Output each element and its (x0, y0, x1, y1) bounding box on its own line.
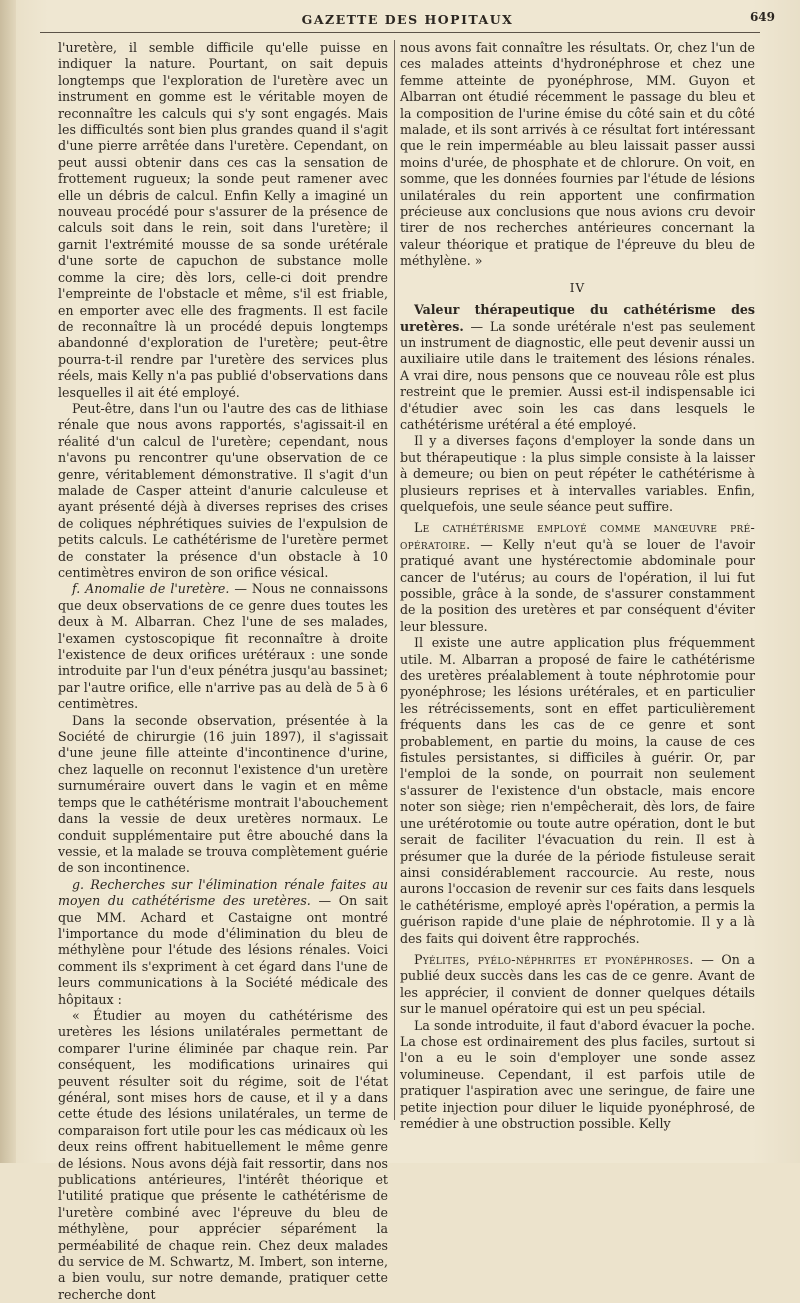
page-number: 649 (749, 10, 775, 24)
paragraph: La sonde introduite, il faut d'abord évacuer la poche. La chose est ordinairement des plus faciles, surtout si l'on a eu le soin d'employer une sonde assez volumineuse. Cependant, il est parfois utile de pratiquer l'aspiration avec une seringue, de faire une petite injection pour diluer le liquide pyonéphrosé, de remédier à une obstruction possible. Kelly (400, 1017, 755, 1131)
page-header (40, 8, 775, 30)
paragraph-pyelites (400, 952, 755, 1018)
subsection-label: Le cathétérisme employé comme manœuvre pré-opératoire. (400, 520, 755, 552)
paragraph-text: — Nous ne connaissons que deux observations de ce genre dues toutes les deux à M. Albarran. Chez l'une de ses malades, l'examen cystoscopique fit reconnaître à droite l'existence de deux orifices urétéraux : une sonde introduite par l'un d'eux pénétra jusqu'au bassinet; par l'autre orifice, elle n'arrive pas au delà de 5 à 6 centimètres. (58, 581, 388, 712)
subsection-label: g. Recherches sur l'élimination rénale faites au moyen du cathétérisme des uretères. (58, 876, 388, 909)
section-number: IV (569, 280, 586, 295)
paragraph-anomalie (58, 581, 388, 712)
paragraph-preop (400, 520, 755, 635)
paragraph: Peut-être, dans l'un ou l'autre des cas de lithiase rénale que nous avons rapportés, s'agissait-il en réalité d'un calcul de l'uretère; cependant, nous n'avons pu rencontrer qu'une observation de ce genre, véritablement démonstrative. Il s'agit d'un malade de Casper atteint d'anurie calculeuse et ayant présenté déjà à diverses reprises des crises de coliques néphrétiques suivies de l'expulsion de petits calculs. Le cathétérisme de l'uretère permet de constater la présence d'un obstacle à 10 centimètres environ de son orifice vésical. (58, 400, 388, 580)
section-paragraph (400, 302, 755, 433)
journal-title: GAZETTE DES HOPITAUX (301, 12, 514, 27)
paragraph: Il existe une autre application plus fréquemment utile. M. Albarran a proposé de faire le cathétérisme des uretères préalablement à toute néphrotomie pour pyonéphrose; les lésions urétérales, et en particulier les rétrécissements, sont en effet particulièrement fréquents dans les cas de ce genre et sont probablement, en partie du moins, la cause de ces fistules persistantes, si difficiles à guérir. Or, par l'emploi de la sonde, on pourrait non seulement s'assurer de l'existence d'un obstacle, mais encore noter son siège; rien n'empêcherait, dès lors, de faire une urétérotomie ou toute autre opération, dont le but serait de faciliter l'évacuation du rein. Il est à présumer que la durée de la période fistuleuse serait ainsi considérablement raccourcie. Au reste, nous aurons l'occasion de revenir sur ces faits dans lesquels le cathétérisme, employé après l'opération, a permis la guérison rapide d'une plaie de néphrotomie. Il y a là des faits qui doivent être rapprochés. (400, 635, 755, 946)
header-rule (40, 32, 760, 33)
paragraph-text: — Kelly n'eut qu'à se louer de l'avoir pratiqué avant une hystérectomie abdominale pour cancer de l'utérus; au cours de l'opération, il lui fut possible, grâce à la sonde, de s'assurer constamment de la position des uretères et par conséquent d'éviter leur blessure. (400, 536, 755, 634)
quotation: « Étudier au moyen du cathétérisme des uretères les lésions unilatérales permettant de comparer l'urine éliminée par chaque rein. Par conséquent, les modifications urinaires qui peuvent résulter soit du régime, soit de l'état général, sont mises hors de cause, et il y a dans cette étude des lésions unilatérales, un terme de comparaison fort utile pour les cas médicaux où les deux reins offrent habituellement le même genre de lésions. Nous avons déjà fait ressortir, dans nos publications antérieures, l'intérêt théorique et l'utilité pratique que présente le cathétérisme de l'uretère combiné avec l'épreuve du bleu de méthylène, pour apprécier séparément la perméabilité de chaque rein. Chez deux malades du service de M. Schwartz, M. Imbert, son interne, a bien voulu, sur notre demande, pratiquer cette recherche dont (58, 1007, 388, 1302)
left-column (58, 40, 388, 1303)
section-title: Valeur thérapeutique du cathétérisme des uretères. (400, 302, 755, 334)
subsection-label: Pyélites, pyélo-néphrites et pyonéphroses. (414, 951, 694, 967)
paragraph-recherches (58, 877, 388, 1008)
right-column (400, 40, 755, 1132)
paragraph-text: — On sait que MM. Achard et Castaigne ont montré l'importance du mode d'élimination du bleu de méthylène pour l'étude des lésions rénales. Voici comment ils s'expriment à cet égard dans l'une de leurs communications à la Société médicale des hôpitaux : (58, 893, 388, 1007)
paragraph: nous avons fait connaître les résultats. Or, chez l'un de ces malades atteints d'hydronéphrose et chez une femme atteinte de pyonéphrose, MM. Guyon et Albarran ont étudié récemment le passage du bleu et la composition de l'urine émise du côté sain et du côté malade, et ils sont arrivés à ce résultat fort intéressant que le rein imperméable au bleu laissait passer aussi moins d'urée, de phosphate et de chlorure. On voit, en somme, que les données fournies par l'étude de lésions unilatérales du rein apportent une confirmation précieuse aux conclusions que nous avions cru devoir tirer de nos recherches antérieures concernant la valeur théorique et pratique de l'épreuve du bleu de méthylène. » (400, 40, 755, 269)
page-spine-shadow (0, 0, 16, 1163)
column-divider (394, 40, 395, 1120)
paragraph-text: — On a publié deux succès dans les cas de ce genre. Avant de les apprécier, il convient de donner quelques détails sur le manuel opératoire qui est un peu spécial. (400, 951, 755, 1017)
paragraph: l'uretère, il semble difficile qu'elle puisse en indiquer la nature. Pourtant, on sait depuis longtemps que l'exploration de l'uretère avec un instrument en gomme est le véritable moyen de reconnaître les calculs qui s'y sont engagés. Mais les difficultés sont bien plus grandes quand il s'agit d'une pierre arrêtée dans l'uretère. Cependant, on peut aussi obtenir dans ces cas la sensation de frottement rugueux; la sonde peut ramener avec elle un débris de calcul. Enfin Kelly a imaginé un nouveau procédé pour s'assurer de la présence de calculs soit dans le rein, soit dans l'uretère; il garnit l'extrémité mousse de sa sonde urétérale d'une sorte de capuchon de substance molle comme la cire; dès lors, celle-ci doit prendre l'empreinte de l'obstacle et même, s'il est friable, en emporter avec elle des fragments. Il est facile de reconnaître là un procédé depuis longtemps abandonné d'exploration de l'uretère; peut-être pourra-t-il rendre par l'uretère des services plus réels, mais Kelly n'a pas publié d'observations dans lesquelles il ait été employé. (58, 40, 388, 400)
paragraph-text: — La sonde urétérale n'est pas seulement un instrument de diagnostic, elle peut devenir aussi un auxiliaire utile dans le traitement des lésions rénales. A vrai dire, nous pensons que ce nouveau rôle est plus restreint que le premier. Aussi est-il indispensable ici d'étudier avec soin les cas dans lesquels le cathétérisme urétéral a été employé. (400, 318, 755, 432)
paragraph: Il y a diverses façons d'employer la sonde dans un but thérapeutique : la plus simple consiste à la laisser à demeure; ou bien on peut répéter le cathétérisme à plusieurs reprises et à intervalles variables. Enfin, quelquefois, une seule séance peut suffire. (400, 433, 755, 514)
paragraph: Dans la seconde observation, présentée à la Société de chirurgie (16 juin 1897), il s'agissait d'une jeune fille atteinte d'incontinence d'urine, chez laquelle on reconnut l'existence d'un uretère surnuméraire ouvert dans le vagin et en même temps que le cathétérisme montrait l'abouchement dans la vessie de deux uretères normaux. Le conduit supplémentaire put être abouché dans la vessie, et la malade se trouva complètement guérie de son incontinence. (58, 712, 388, 876)
subsection-label: f. Anomalie de l'uretère. (72, 581, 230, 597)
